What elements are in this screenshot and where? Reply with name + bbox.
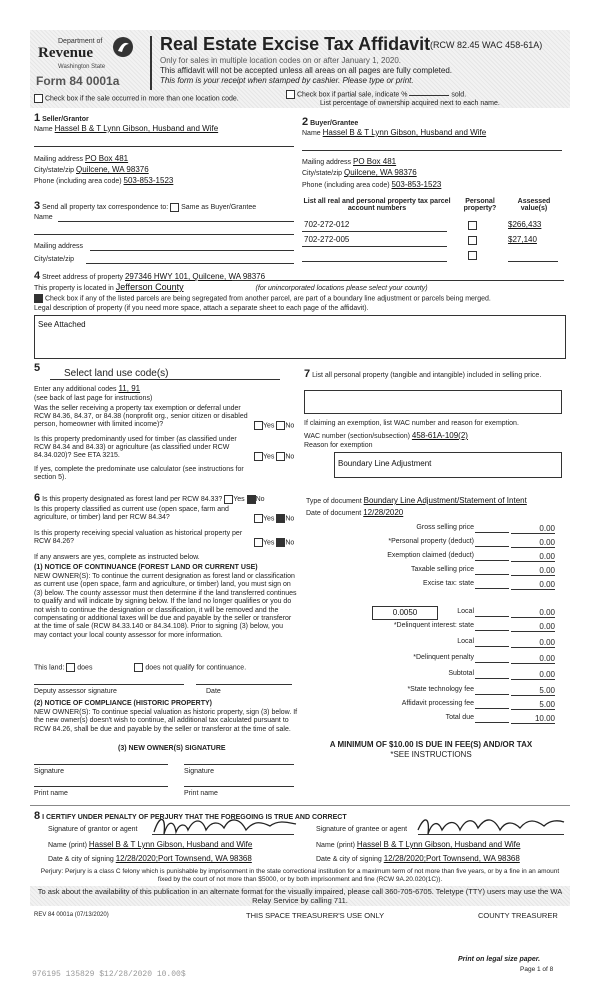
multi-location-label: Check box if the sale occurred in more than one location code. bbox=[44, 95, 239, 103]
current-use-yes-checkbox[interactable] bbox=[254, 514, 263, 523]
does-not-label: does not qualify for continuance. bbox=[145, 664, 247, 672]
wac-intro: If claiming an exemption, list WAC number and reason for exemption. bbox=[304, 420, 519, 427]
header-note2: This affidavit will not be accepted unless all areas on all pages are fully completed. bbox=[160, 66, 453, 75]
yes-label: Yes bbox=[263, 515, 275, 523]
parcels-col1: List all real and personal property tax parcel account numbers bbox=[303, 198, 451, 212]
header-note3: This form is your receipt when stamped by cashier. Please type or print. bbox=[160, 76, 414, 85]
grantor-print-name[interactable]: Hassel B & T Lynn Gibson, Husband and Wife bbox=[88, 840, 253, 849]
see-instructions-note: *SEE INSTRUCTIONS bbox=[390, 750, 472, 759]
yes-label: Yes bbox=[263, 539, 275, 547]
seller-name[interactable]: Hassel B & T Lynn Gibson, Husband and Wife bbox=[54, 124, 219, 133]
notice2-body: NEW OWNER(S): To continue special valuation as historic property, sign (3) below. If the new owner(s) doesn't wish to continue, all additional tax calculated pursuant to RCW 84.26, shall be due and payable by the seller or transferor at the time of sale. bbox=[34, 709, 298, 733]
fee-label: Exemption claimed (deduct) bbox=[387, 552, 474, 559]
exemption-yes-no bbox=[254, 421, 294, 430]
section6-number: 6 bbox=[34, 492, 41, 504]
personal-property-checkbox[interactable] bbox=[468, 251, 477, 260]
buyer-name-line2 bbox=[302, 150, 562, 151]
forest-row bbox=[34, 492, 265, 504]
fee-row bbox=[300, 524, 557, 535]
segregated-checkbox[interactable] bbox=[34, 294, 43, 303]
fee-row bbox=[300, 700, 557, 711]
grantee-name-label: Name (print) bbox=[316, 842, 355, 849]
buyer-phone-label: Phone (including area code) bbox=[302, 182, 390, 189]
print-name-label: Print name bbox=[34, 790, 68, 797]
if-any-note: If any answers are yes, complete as instructed below. bbox=[34, 554, 200, 561]
print-legal-note: Print on legal size paper. bbox=[458, 956, 541, 963]
partial-sale-list: List percentage of ownership acquired next to each name. bbox=[320, 100, 500, 107]
no-label: No bbox=[285, 539, 295, 547]
parcels-col2: Personal property? bbox=[463, 198, 497, 212]
seller-mail[interactable]: PO Box 481 bbox=[84, 154, 129, 163]
unincorporated-note: (for unincorporated locations please select your county) bbox=[255, 285, 428, 292]
buyer-phone-row bbox=[302, 180, 441, 189]
fee-row bbox=[300, 580, 557, 591]
corr-city-label: City/state/zip bbox=[34, 256, 75, 263]
parcel-row bbox=[302, 220, 562, 232]
fee-row bbox=[300, 654, 557, 665]
segregated-row bbox=[34, 294, 491, 303]
no-label: No bbox=[285, 453, 295, 461]
corr-mail-label: Mailing address bbox=[34, 243, 84, 250]
section7-number: 7 bbox=[304, 368, 311, 380]
seller-phone-row bbox=[34, 176, 173, 185]
perjury-note: Perjury: Perjury is a class C felony which is punishable by imprisonment in the state correctional institution for a maximum term of not more than five years, or by a fine in an amount fixed by the court of not more than $5000, or by both imprisonment and fine (RCW 9A.20.020(1C)). bbox=[40, 868, 560, 883]
section3-number: 3 bbox=[34, 200, 41, 212]
corr-city-field[interactable] bbox=[86, 263, 294, 264]
grantee-print-name[interactable]: Hassel B & T Lynn Gibson, Husband and Wife bbox=[356, 840, 521, 849]
owner-print-line1[interactable] bbox=[34, 786, 168, 787]
forest-no-checkbox[interactable] bbox=[247, 495, 256, 504]
timber-yes-checkbox[interactable] bbox=[254, 452, 263, 461]
grantee-date-city[interactable]: 12/28/2020;Port Townsend, WA 98368 bbox=[383, 854, 520, 863]
exemption-yes-checkbox[interactable] bbox=[254, 421, 263, 430]
fee-value[interactable]: 5.00 bbox=[511, 686, 555, 696]
corr-city-row bbox=[34, 256, 294, 263]
legal-description: See Attached bbox=[38, 320, 86, 329]
fee-label: Affidavit processing fee bbox=[401, 700, 474, 707]
county-select[interactable]: Jefferson County bbox=[115, 282, 184, 292]
grantor-name-label: Name (print) bbox=[48, 842, 87, 849]
seller-mail-label: Mailing address bbox=[34, 156, 84, 163]
land-use-select[interactable] bbox=[50, 368, 280, 380]
partial-sale-percent-field[interactable] bbox=[409, 95, 449, 96]
buyer-city[interactable]: Quilcene, WA 98376 bbox=[344, 168, 417, 177]
parcels-col3: Assessed value(s) bbox=[517, 198, 551, 212]
section1-title: Seller/Grantor bbox=[42, 116, 89, 123]
correspondence-label: Send all property tax correspondence to: bbox=[42, 204, 169, 211]
fee-value[interactable]: 0.00 bbox=[511, 580, 555, 590]
partial-sale-row bbox=[286, 90, 466, 99]
no-label: No bbox=[285, 422, 295, 430]
buyer-city-row bbox=[302, 168, 417, 177]
historic-yes-checkbox[interactable] bbox=[254, 538, 263, 547]
parcel-row bbox=[302, 250, 562, 262]
reason-text: Boundary Line Adjustment bbox=[338, 459, 432, 468]
historic-question: Is this property receiving special valuation as historical property per RCW 84.26? bbox=[34, 530, 243, 545]
receipt-stamp: 976195 135829 $12/28/2020 10.00$ bbox=[32, 970, 186, 979]
fee-row-total bbox=[300, 714, 557, 725]
reason-label: Reason for exemption bbox=[304, 442, 373, 449]
fee-label: *Delinquent interest: state bbox=[393, 622, 474, 629]
parcel-number[interactable]: 702-272-005 bbox=[304, 235, 350, 244]
fee-value[interactable]: 0.00 bbox=[511, 566, 555, 576]
parcel-number[interactable]: 702-272-012 bbox=[304, 220, 350, 229]
grantee-signature-image bbox=[416, 812, 566, 840]
corr-mail-field[interactable] bbox=[90, 250, 294, 251]
section8-divider bbox=[30, 805, 570, 806]
seller-city[interactable]: Quilcene, WA 98376 bbox=[76, 165, 149, 174]
fee-label: Subtotal bbox=[448, 670, 474, 677]
owner-print-line2[interactable] bbox=[184, 786, 294, 787]
wac-number[interactable]: 458-61A-109(2) bbox=[411, 431, 468, 440]
buyer-mail[interactable]: PO Box 481 bbox=[352, 157, 397, 166]
header-divider bbox=[150, 36, 152, 90]
buyer-name-row bbox=[302, 128, 486, 137]
deputy-date-label: Date bbox=[206, 688, 221, 695]
section1-number: 1 bbox=[34, 112, 41, 124]
section2-title: Buyer/Grantee bbox=[310, 120, 359, 127]
fee-label: Gross selling price bbox=[416, 524, 474, 531]
personal-property-box[interactable] bbox=[304, 390, 562, 414]
wac-label: WAC number (section/subsection) bbox=[304, 433, 410, 440]
street-row bbox=[34, 270, 265, 282]
section4-number: 4 bbox=[34, 270, 41, 282]
section3-row bbox=[34, 200, 256, 212]
total-due[interactable]: 10.00 bbox=[511, 714, 555, 724]
fee-label: Taxable selling price bbox=[410, 566, 474, 573]
dept-line2: Revenue bbox=[38, 45, 93, 61]
corr-name-field[interactable] bbox=[58, 221, 294, 222]
page-title: Real Estate Excise Tax Affidavit bbox=[160, 34, 431, 54]
timber-yes-no bbox=[254, 452, 294, 461]
section7-row bbox=[304, 370, 562, 380]
yes-label: Yes bbox=[263, 453, 275, 461]
deputy-date-line[interactable] bbox=[196, 684, 292, 685]
fee-label: Local bbox=[457, 608, 474, 615]
grantor-date-row bbox=[48, 854, 252, 863]
grantee-name-row bbox=[316, 840, 520, 849]
section1-heading bbox=[34, 112, 89, 124]
county-treasurer: COUNTY TREASURER bbox=[478, 911, 558, 920]
grantee-date-label: Date & city of signing bbox=[316, 856, 382, 863]
grantor-signature-image bbox=[150, 812, 300, 840]
additional-codes-row bbox=[34, 384, 164, 393]
seller-city-label: City/state/zip bbox=[34, 167, 75, 174]
timber-question: Is this property predominantly used for timber (as classified under RCW 84.34 and 84.33) or agriculture (as classified under RCW 84.34.020)? See ETA 3215. bbox=[34, 436, 237, 459]
deputy-sig-label: Deputy assessor signature bbox=[34, 688, 117, 695]
personal-property-label: List all personal property (tangible and intangible) included in selling price. bbox=[312, 372, 542, 379]
county-row bbox=[34, 282, 428, 292]
grantor-date-label: Date & city of signing bbox=[48, 856, 114, 863]
yes-label: Yes bbox=[233, 496, 245, 503]
header-note1: Only for sales in multiple location codes on or after January 1, 2020. bbox=[160, 56, 402, 65]
no-label: No bbox=[255, 496, 265, 503]
doc-date[interactable]: 12/28/2020 bbox=[363, 508, 404, 517]
additional-codes-label: Enter any additional codes bbox=[34, 386, 117, 393]
does-label: does bbox=[77, 664, 93, 672]
doc-date-label: Date of document bbox=[306, 510, 362, 517]
seller-phone[interactable]: 503-853-1523 bbox=[123, 176, 174, 185]
if-yes-note: If yes, complete the predominate use calculator (see instructions for section 5). bbox=[34, 466, 244, 481]
fee-row bbox=[300, 566, 557, 577]
historic-yes-no bbox=[254, 538, 294, 547]
form-number: Form 84 0001a bbox=[36, 74, 120, 88]
fee-label: *State technology fee bbox=[407, 686, 474, 693]
state-name: Washington State bbox=[58, 64, 106, 70]
street-label: Street address of property bbox=[42, 274, 124, 281]
fee-value[interactable]: 5.00 bbox=[511, 700, 555, 710]
grantee-date-row bbox=[316, 854, 520, 863]
deputy-sig-line[interactable] bbox=[34, 684, 184, 685]
owner-sig-line2[interactable] bbox=[184, 764, 294, 765]
legal-description-box[interactable] bbox=[34, 315, 566, 359]
fee-value[interactable]: 0.00 bbox=[511, 552, 555, 562]
corr-name-label: Name bbox=[34, 214, 53, 221]
assessed-value[interactable]: $266,433 bbox=[508, 220, 542, 229]
reason-box[interactable] bbox=[334, 452, 562, 478]
fee-value[interactable]: 0.00 bbox=[511, 538, 555, 548]
owner-sig-line1[interactable] bbox=[34, 764, 168, 765]
buyer-name-label: Name bbox=[302, 130, 321, 137]
section2-heading bbox=[302, 116, 358, 128]
street-address[interactable]: 297346 HWY 101, Quilcene, WA 98376 bbox=[124, 272, 266, 281]
fee-label: *Personal property (deduct) bbox=[388, 538, 474, 545]
minimum-note: A MINIMUM OF $10.00 IS DUE IN FEE(S) AND/OR TAX bbox=[329, 740, 533, 749]
grantor-date-city[interactable]: 12/28/2020;Port Townsend, WA 98368 bbox=[115, 854, 252, 863]
multi-location-checkbox[interactable] bbox=[34, 94, 43, 103]
fee-row bbox=[300, 638, 557, 649]
section5-number: 5 bbox=[34, 362, 41, 374]
partial-sale-label: Check box if partial sale, indicate % bbox=[296, 91, 408, 99]
fee-label: Excise tax: state bbox=[423, 580, 474, 587]
fee-value[interactable]: 0.00 bbox=[511, 638, 555, 648]
same-as-buyer-checkbox[interactable] bbox=[170, 203, 179, 212]
grantee-sig-label: Signature of grantee or agent bbox=[316, 826, 408, 833]
corr-name-line2 bbox=[34, 234, 294, 235]
fee-value[interactable]: 0.00 bbox=[511, 654, 555, 664]
signature-label: Signature bbox=[184, 768, 214, 775]
buyer-city-label: City/state/zip bbox=[302, 170, 343, 177]
dept-line1: Department of bbox=[58, 38, 103, 45]
assessed-value[interactable]: $27,140 bbox=[508, 235, 537, 244]
fee-row bbox=[300, 622, 557, 633]
notice3-heading: (3) NEW OWNER(S) SIGNATURE bbox=[118, 745, 226, 752]
fee-value[interactable]: 0.00 bbox=[511, 670, 555, 680]
rev-number: REV 84 0001a (07/13/2020) bbox=[34, 912, 109, 918]
seller-mail-row bbox=[34, 154, 128, 163]
certify-text: I CERTIFY UNDER PENALTY OF PERJURY THAT THE FOREGOING IS TRUE AND CORRECT bbox=[42, 814, 347, 821]
wac-row bbox=[304, 431, 508, 440]
partial-sale-sold-label: sold. bbox=[451, 91, 467, 99]
notice1-body: NEW OWNER(S): To continue the current designation as forest land or classification as current use (open space, farm and agriculture, or timber) land, you must sign on (3) below. The county assessor must then determine if the land transferred continues to qualify and will indicate by signing below. If the land no longer qualifies or you do not wish to continue the designation or classification, it will be removed and the compensating or additional taxes will be due and payable by the seller or transferor at the time of sale (RCW 84.33.140 or 84.34.108). Prior to signing (3) below, you may contact your local county assessor for more information. bbox=[34, 573, 297, 639]
seller-city-row bbox=[34, 165, 149, 174]
doc-date-row bbox=[306, 508, 463, 517]
treasurer-only: THIS SPACE TREASURER'S USE ONLY bbox=[246, 911, 385, 920]
corr-name-row bbox=[34, 214, 294, 221]
seller-phone-label: Phone (including area code) bbox=[34, 178, 122, 185]
forest-question: Is this property designated as forest land per RCW 84.33? bbox=[42, 496, 223, 503]
grantor-name-row bbox=[48, 840, 252, 849]
parcel-row bbox=[302, 235, 562, 247]
located-label: This property is located in bbox=[34, 285, 114, 292]
fee-value[interactable]: 0.00 bbox=[511, 608, 555, 618]
signature-label: Signature bbox=[34, 768, 64, 775]
section2-number: 2 bbox=[302, 116, 309, 128]
notice1-heading: (1) NOTICE OF CONTINUANCE (FOREST LAND OR CURRENT USE) bbox=[34, 564, 258, 571]
fee-row bbox=[300, 552, 557, 563]
assessed-value[interactable] bbox=[508, 261, 558, 262]
current-use-yes-no bbox=[254, 514, 294, 523]
print-name-label: Print name bbox=[184, 790, 218, 797]
additional-codes[interactable]: 11, 91 bbox=[118, 384, 141, 393]
forest-yes-checkbox[interactable] bbox=[224, 495, 233, 504]
doc-type-label: Type of document bbox=[306, 498, 362, 505]
fee-row bbox=[300, 670, 557, 681]
fee-value[interactable]: 0.00 bbox=[511, 622, 555, 632]
segregated-label: Check box if any of the listed parcels are being segregated from another parcel, are part of a boundary line adjustment or parcels being merged. bbox=[44, 295, 491, 303]
notice2-heading: (2) NOTICE OF COMPLIANCE (HISTORIC PROPERTY) bbox=[34, 700, 212, 707]
partial-sale-checkbox[interactable] bbox=[286, 90, 295, 99]
see-back-note: (see back of last page for instructions) bbox=[34, 395, 153, 402]
grantor-sig-label: Signature of grantor or agent bbox=[48, 826, 138, 833]
street-line bbox=[232, 280, 564, 281]
buyer-mail-label: Mailing address bbox=[302, 159, 352, 166]
doc-type[interactable]: Boundary Line Adjustment/Statement of Intent bbox=[363, 496, 527, 505]
fee-label: *Delinquent penalty bbox=[413, 654, 474, 661]
corr-mail-row bbox=[34, 243, 294, 250]
seller-name-row bbox=[34, 124, 294, 133]
fee-label: Local bbox=[457, 638, 474, 645]
seller-name-label: Name bbox=[34, 126, 53, 133]
personal-property-checkbox[interactable] bbox=[468, 221, 477, 230]
fee-value[interactable]: 0.00 bbox=[511, 524, 555, 534]
does-not-checkbox[interactable] bbox=[134, 663, 143, 672]
fee-label: Total due bbox=[445, 714, 474, 721]
personal-property-checkbox[interactable] bbox=[468, 236, 477, 245]
alt-format-note: To ask about the availability of this publication in an alternate format for the visually impaired, please call 360-705-6705. Teletype (TTY) users may use the WA Relay Service by calling 711. bbox=[30, 886, 570, 906]
land-use-select-label: Select land use code(s) bbox=[64, 368, 169, 379]
page-number: Page 1 of 8 bbox=[520, 966, 554, 973]
section8-number: 8 bbox=[34, 810, 41, 822]
does-checkbox[interactable] bbox=[66, 663, 75, 672]
fee-row bbox=[300, 686, 557, 697]
buyer-mail-row bbox=[302, 157, 396, 166]
seller-name-line2 bbox=[34, 146, 294, 147]
yes-label: Yes bbox=[263, 422, 275, 430]
same-as-buyer-label: Same as Buyer/Grantee bbox=[181, 204, 257, 211]
local-rate-box[interactable]: 0.0050 bbox=[372, 606, 438, 620]
buyer-phone[interactable]: 503-853-1523 bbox=[391, 180, 442, 189]
exemption-question: Was the seller receiving a property tax exemption or deferral under RCW 84.36, 84.37, or 84.38 (nonprofit org., senior citizen or disabled person, homeowner with limited income)? bbox=[34, 405, 248, 428]
fee-row bbox=[300, 538, 557, 549]
this-land-row bbox=[34, 663, 246, 672]
fee-row bbox=[300, 608, 557, 619]
this-land-label: This land: bbox=[34, 664, 65, 672]
no-label: No bbox=[285, 515, 295, 523]
doc-type-row bbox=[306, 496, 527, 505]
legal-label: Legal description of property (if you need more space, attach a separate sheet to each page of the affidavit). bbox=[34, 305, 369, 312]
current-use-question: Is this property classified as current use (open space, farm and agriculture, or timber) land per RCW 84.34? bbox=[34, 506, 229, 521]
multi-location-row bbox=[34, 94, 239, 103]
buyer-name[interactable]: Hassel B & T Lynn Gibson, Husband and Wife bbox=[322, 128, 487, 137]
revenue-logo-icon bbox=[112, 36, 134, 58]
rcw-reference: (RCW 82.45 WAC 458-61A) bbox=[430, 40, 543, 50]
